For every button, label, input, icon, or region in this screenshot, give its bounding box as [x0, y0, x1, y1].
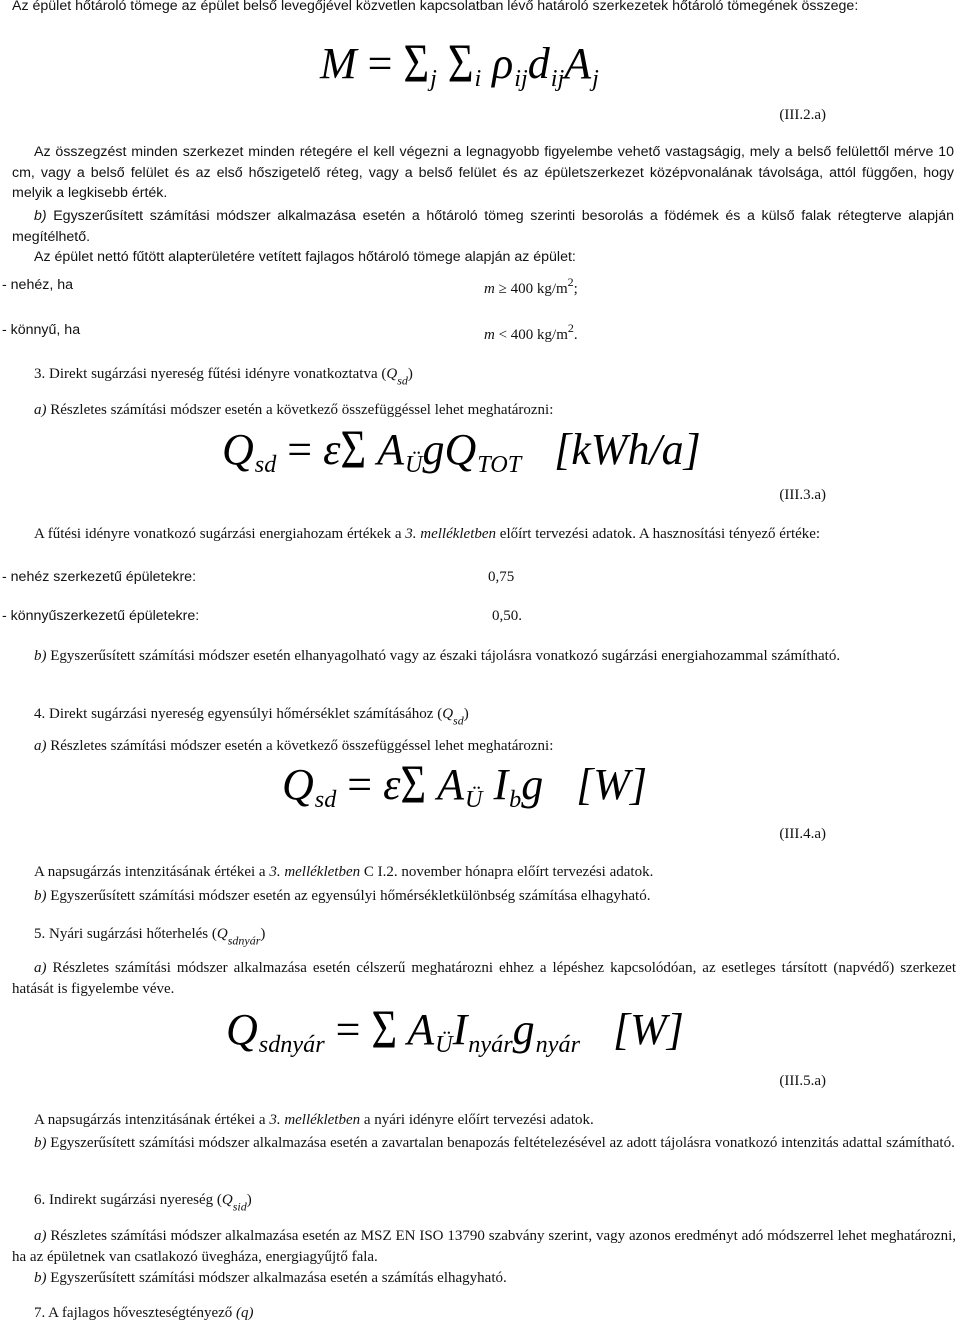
- heavy-condition: m ≥ 400 $kg/m^2$;: [484, 275, 578, 298]
- classification-intro: Az épület nettó fűtött alapterületére vetített fajlagos hőtároló tömege alapján az épület:: [34, 249, 576, 265]
- equation-solar-gain-heating: $Q_{sd} = \varepsilon\Sigma$ $A_ÜgQ_{TOT}$ [kWh/a]: [222, 418, 701, 480]
- section-6-detailed: a) Részletes számítási módszer alkalmazása esetén az MSZ EN ISO 13790 szabvány szerint, vagy azonos eredményt adó módszerrel lehet meghatározni, ha az épületnek van csatlakozó üvegháza, energiagyűjtő fala.: [12, 1228, 956, 1265]
- heavy-building-value: 0,75: [488, 569, 515, 585]
- simplified-method-paragraph: b) Egyszerűsített számítási módszer alkalmazása esetén a hőtároló tömeg szerinti besorolás a födémek és a külső falak rétegterve alapján megítélhető.: [12, 208, 954, 245]
- section-6-simplified: b) Egyszerűsített számítási módszer alkalmazása esetén a számítás elhagyható.: [34, 1270, 507, 1286]
- equation-label: (III.2.a): [779, 107, 826, 123]
- section-4-simplified: b) Egyszerűsített számítási módszer esetén az egyensúlyi hőmérsékletkülönbség számítása elhagyható.: [34, 888, 651, 904]
- light-building-value: 0,50.: [492, 608, 522, 624]
- section-3-heading: 3. Direkt sugárzási nyereség fűtési idényre vonatkoztatva $(Q_{sd})$: [34, 366, 413, 388]
- equation-summer-solar-load: $Q_{sdnyár} = \Sigma$ $A_ÜI_{nyár}g_{nyár}$ [W]: [226, 998, 684, 1060]
- section-4-heading: 4. Direkt sugárzási nyereség egyensúlyi hőmérséklet számításához $(Q_{sd})$: [34, 706, 469, 728]
- summation-paragraph: Az összegzést minden szerkezet minden rétegére el kell végezni a legnagyobb figyelembe vehető vastagságig, mely a belső felülettől mérve 10 cm, vagy a belső felület és az első hőszigetelő réteg, vagy a belső felület és az épületszerkezet középvonalának távolsága, attól függően, hogy melyik a legkisebb érték.: [12, 144, 954, 201]
- equation-label: (III.4.a): [779, 826, 826, 842]
- equation-thermal-mass: $M = \Sigma_j$ $\Sigma_i$ $\rho_{ij}d_{ij}A_j$: [320, 32, 599, 94]
- section-7-heading: 7. A fajlagos hőveszteségtényező (q): [34, 1305, 254, 1321]
- section-5-note: A napsugárzás intenzitásának értékei a 3. mellékletben a nyári idényre előírt tervezési adatok.: [34, 1112, 594, 1128]
- equation-label: (III.3.a): [779, 487, 826, 503]
- section-5-detailed: a) Részletes számítási módszer alkalmazása esetén célszerű meghatározni ehhez a lépéshez kapcsolódóan, az esetleges társított (napvédő) szerkezet hatását is figyelembe véve.: [12, 960, 956, 997]
- equation-solar-gain-equilibrium: $Q_{sd} = \varepsilon\Sigma$ $A_Ü$ $I_bg$ [W]: [282, 753, 648, 815]
- light-label: - könnyű, ha: [2, 322, 81, 338]
- section-3-detailed: a) Részletes számítási módszer esetén a következő összefüggéssel lehet meghatározni:: [34, 402, 554, 418]
- section-5-heading: 5. Nyári sugárzási hőterhelés $(Q_{sdnyár})$: [34, 926, 266, 948]
- light-building-label: - könnyűszerkezetű épületekre:: [2, 608, 200, 624]
- section-4-detailed: a) Részletes számítási módszer esetén a következő összefüggéssel lehet meghatározni:: [34, 738, 554, 754]
- heavy-building-label: - nehéz szerkezetű épületekre:: [2, 569, 197, 585]
- section-6-heading: 6. Indirekt sugárzási nyereség $(Q_{sid})$: [34, 1192, 252, 1214]
- section-4-note: A napsugárzás intenzitásának értékei a 3. mellékletben C I.2. november hónapra előírt tervezési adatok.: [34, 864, 654, 880]
- equation-label: (III.5.a): [779, 1073, 826, 1089]
- light-condition: m < 400 $kg/m^2$.: [484, 321, 578, 344]
- intro-paragraph: Az épület hőtároló tömege az épület belső levegőjével közvetlen kapcsolatban lévő határoló szerkezetek hőtároló tömegének összege:: [12, 0, 859, 14]
- section-3-simplified: b) Egyszerűsített számítási módszer esetén elhanyagolható vagy az északi tájolásra vonatkozó sugárzási energiahozammal számítható.: [34, 648, 841, 664]
- section-5-simplified: b) Egyszerűsített számítási módszer alkalmazása esetén a zavartalan benapozás feltételezésével az adott tájolásra vonatkozó intenzitás adattal számítható.: [34, 1135, 955, 1151]
- section-3-note: A fűtési idényre vonatkozó sugárzási energiahozam értékek a 3. mellékletben előírt tervezési adatok. A hasznosítási tényező értéke:: [34, 526, 821, 542]
- heavy-label: - nehéz, ha: [2, 277, 73, 293]
